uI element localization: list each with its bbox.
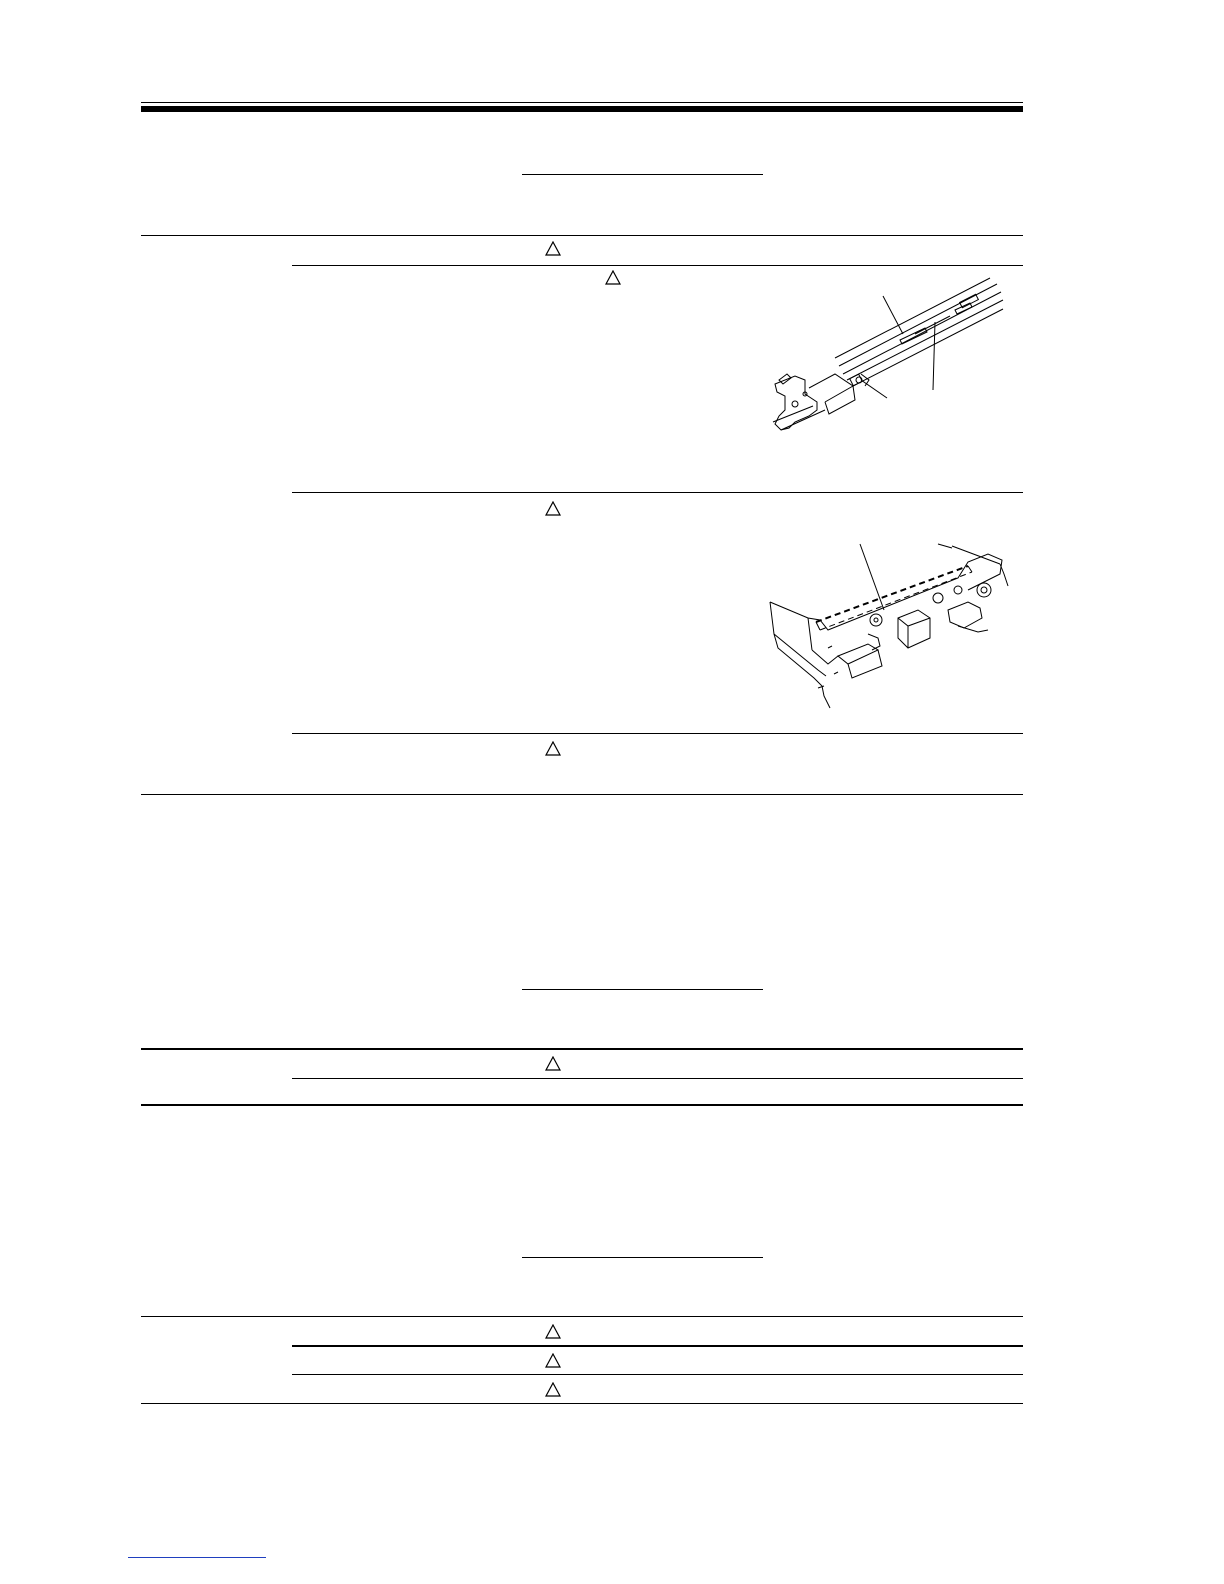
caution-triangle-icon: [545, 741, 561, 756]
table-bottom-rule: [141, 794, 1023, 795]
frame-assembly-figure: [768, 538, 1013, 713]
table-bottom-rule: [141, 1104, 1023, 1106]
row-divider: [292, 1374, 1023, 1375]
caution-triangle-icon: [605, 270, 621, 285]
table-top-rule: [141, 1048, 1023, 1050]
row-divider: [292, 1078, 1023, 1079]
caution-triangle-icon: [545, 1324, 561, 1339]
table-top-rule: [141, 1316, 1023, 1317]
caution-triangle-icon: [545, 1056, 561, 1071]
footer-link-underline: [128, 1557, 266, 1558]
caution-triangle-icon: [545, 241, 561, 256]
header-thick-rule: [141, 106, 1023, 112]
caution-triangle-icon: [545, 1382, 561, 1397]
caution-triangle-icon: [545, 501, 561, 516]
section-title-underline: [522, 1257, 763, 1258]
row-divider: [292, 265, 1023, 266]
rail-assembly-figure: [765, 276, 1005, 436]
section-title-underline: [522, 174, 763, 175]
header-thin-rule: [141, 102, 1023, 103]
section-title-underline: [522, 989, 763, 990]
row-divider: [292, 492, 1023, 493]
table-top-rule: [141, 235, 1023, 236]
row-divider: [292, 1345, 1023, 1347]
caution-triangle-icon: [545, 1353, 561, 1368]
table-bottom-rule: [141, 1403, 1023, 1404]
row-divider: [292, 733, 1023, 734]
